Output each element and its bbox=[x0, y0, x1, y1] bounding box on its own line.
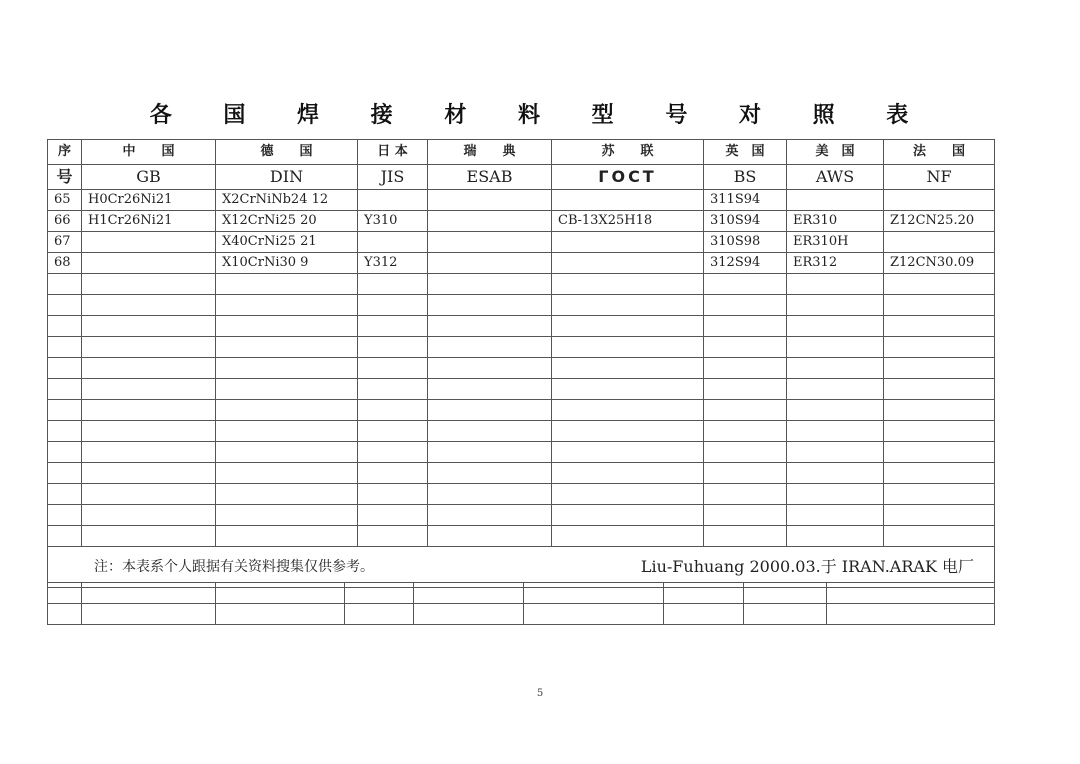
empty-cell bbox=[82, 421, 216, 442]
empty-cell bbox=[787, 484, 884, 505]
empty-cell bbox=[345, 583, 414, 604]
empty-cell bbox=[884, 505, 995, 526]
empty-cell bbox=[358, 379, 428, 400]
empty-cell bbox=[216, 295, 358, 316]
empty-cell bbox=[216, 400, 358, 421]
cell-aws: ER310H bbox=[787, 232, 884, 253]
empty-cell bbox=[787, 421, 884, 442]
empty-cell bbox=[358, 358, 428, 379]
empty-cell bbox=[82, 526, 216, 547]
empty-cell bbox=[216, 379, 358, 400]
comparison-table bbox=[47, 139, 995, 588]
empty-cell bbox=[82, 400, 216, 421]
empty-cell bbox=[82, 379, 216, 400]
empty-cell bbox=[82, 295, 216, 316]
empty-cell bbox=[884, 400, 995, 421]
empty-table-row bbox=[48, 484, 995, 505]
note-author: Liu-Fuhuang 2000.03.于 IRAN.ARAK 电厂 bbox=[640, 557, 974, 576]
empty-cell bbox=[787, 379, 884, 400]
empty-cell bbox=[358, 274, 428, 295]
empty-cell bbox=[884, 337, 995, 358]
empty-cell bbox=[345, 604, 414, 625]
header-usa: 美 国 bbox=[787, 140, 884, 165]
cell-gb bbox=[82, 253, 216, 274]
empty-cell bbox=[428, 463, 552, 484]
header-japan: 日 本 bbox=[358, 140, 428, 165]
bottom-grid bbox=[47, 582, 995, 625]
cell-esab bbox=[428, 190, 552, 211]
header-gost: ГОСТ bbox=[552, 165, 704, 190]
empty-cell bbox=[216, 274, 358, 295]
empty-cell bbox=[48, 274, 82, 295]
table-row bbox=[48, 232, 995, 253]
empty-cell bbox=[552, 505, 704, 526]
empty-cell bbox=[552, 274, 704, 295]
cell-aws bbox=[787, 190, 884, 211]
empty-cell bbox=[358, 295, 428, 316]
empty-cell bbox=[48, 505, 82, 526]
empty-cell bbox=[216, 526, 358, 547]
cell-nf: Z12CN25.20 bbox=[884, 211, 995, 232]
cell-no: 66 bbox=[48, 211, 82, 232]
empty-cell bbox=[428, 379, 552, 400]
empty-table-row bbox=[48, 295, 995, 316]
empty-cell bbox=[216, 583, 345, 604]
header-gb: GB bbox=[82, 165, 216, 190]
empty-cell bbox=[48, 337, 82, 358]
empty-cell bbox=[787, 295, 884, 316]
table-body bbox=[48, 190, 995, 547]
empty-cell bbox=[704, 526, 787, 547]
header-din: DIN bbox=[216, 165, 358, 190]
empty-cell bbox=[358, 337, 428, 358]
empty-cell bbox=[552, 442, 704, 463]
empty-cell bbox=[428, 442, 552, 463]
seq-header-bottom: 号 bbox=[48, 165, 82, 190]
cell-esab bbox=[428, 211, 552, 232]
cell-din: X2CrNiNb24 12 bbox=[216, 190, 358, 211]
empty-cell bbox=[552, 526, 704, 547]
cell-bs: 310S98 bbox=[704, 232, 787, 253]
empty-cell bbox=[48, 526, 82, 547]
empty-cell bbox=[884, 316, 995, 337]
cell-jis bbox=[358, 190, 428, 211]
table-row bbox=[48, 253, 995, 274]
empty-cell bbox=[827, 583, 995, 604]
cell-din: X40CrNi25 21 bbox=[216, 232, 358, 253]
empty-cell bbox=[552, 358, 704, 379]
header-germany: 德 国 bbox=[216, 140, 358, 165]
empty-cell bbox=[704, 295, 787, 316]
header-row-countries bbox=[48, 140, 995, 165]
cell-jis bbox=[358, 232, 428, 253]
empty-cell bbox=[664, 583, 744, 604]
empty-cell bbox=[216, 442, 358, 463]
empty-cell bbox=[884, 274, 995, 295]
empty-cell bbox=[216, 604, 345, 625]
cell-din: X10CrNi30 9 bbox=[216, 253, 358, 274]
empty-cell bbox=[664, 604, 744, 625]
header-jis: JIS bbox=[358, 165, 428, 190]
empty-cell bbox=[884, 526, 995, 547]
empty-cell bbox=[428, 400, 552, 421]
empty-cell bbox=[82, 337, 216, 358]
empty-cell bbox=[704, 316, 787, 337]
empty-cell bbox=[787, 505, 884, 526]
cell-gost bbox=[552, 190, 704, 211]
empty-cell bbox=[216, 484, 358, 505]
empty-cell bbox=[704, 442, 787, 463]
empty-cell bbox=[358, 484, 428, 505]
cell-jis: Y312 bbox=[358, 253, 428, 274]
cell-din: X12CrNi25 20 bbox=[216, 211, 358, 232]
empty-cell bbox=[414, 583, 524, 604]
empty-table-row bbox=[48, 316, 995, 337]
empty-cell bbox=[744, 604, 827, 625]
cell-gb: H1Cr26Ni21 bbox=[82, 211, 216, 232]
empty-cell bbox=[216, 316, 358, 337]
empty-table-row bbox=[48, 421, 995, 442]
empty-table-row bbox=[48, 337, 995, 358]
header-ussr: 苏 联 bbox=[552, 140, 704, 165]
empty-cell bbox=[48, 583, 82, 604]
empty-cell bbox=[704, 400, 787, 421]
empty-cell bbox=[787, 463, 884, 484]
empty-table-row bbox=[48, 526, 995, 547]
empty-cell bbox=[48, 400, 82, 421]
empty-cell bbox=[428, 337, 552, 358]
empty-cell bbox=[428, 358, 552, 379]
empty-cell bbox=[358, 463, 428, 484]
empty-cell bbox=[884, 379, 995, 400]
empty-cell bbox=[552, 463, 704, 484]
empty-cell bbox=[358, 505, 428, 526]
page-number: 5 bbox=[536, 688, 544, 699]
empty-cell bbox=[704, 337, 787, 358]
empty-cell bbox=[428, 505, 552, 526]
cell-aws: ER310 bbox=[787, 211, 884, 232]
empty-cell bbox=[787, 274, 884, 295]
cell-no: 67 bbox=[48, 232, 82, 253]
empty-cell bbox=[428, 526, 552, 547]
empty-cell bbox=[216, 421, 358, 442]
empty-cell bbox=[428, 295, 552, 316]
empty-cell bbox=[216, 505, 358, 526]
table-row bbox=[48, 211, 995, 232]
empty-table-row bbox=[48, 442, 995, 463]
header-sweden: 瑞 典 bbox=[428, 140, 552, 165]
empty-cell bbox=[524, 604, 664, 625]
header-france: 法 国 bbox=[884, 140, 995, 165]
empty-cell bbox=[48, 316, 82, 337]
cell-esab bbox=[428, 253, 552, 274]
empty-cell bbox=[358, 442, 428, 463]
empty-cell bbox=[82, 463, 216, 484]
cell-no: 68 bbox=[48, 253, 82, 274]
empty-cell bbox=[82, 505, 216, 526]
empty-cell bbox=[358, 400, 428, 421]
empty-cell bbox=[552, 337, 704, 358]
empty-cell bbox=[48, 463, 82, 484]
cell-jis: Y310 bbox=[358, 211, 428, 232]
empty-cell bbox=[704, 505, 787, 526]
header-esab: ESAB bbox=[428, 165, 552, 190]
table-row bbox=[48, 190, 995, 211]
empty-cell bbox=[428, 316, 552, 337]
cell-nf bbox=[884, 232, 995, 253]
empty-cell bbox=[787, 337, 884, 358]
empty-cell bbox=[48, 379, 82, 400]
empty-cell bbox=[704, 484, 787, 505]
empty-cell bbox=[82, 604, 216, 625]
header-china: 中 国 bbox=[82, 140, 216, 165]
cell-no: 65 bbox=[48, 190, 82, 211]
empty-cell bbox=[414, 604, 524, 625]
empty-cell bbox=[704, 379, 787, 400]
empty-cell bbox=[82, 484, 216, 505]
empty-cell bbox=[524, 583, 664, 604]
cell-gost bbox=[552, 232, 704, 253]
empty-cell bbox=[82, 358, 216, 379]
empty-cell bbox=[48, 295, 82, 316]
empty-cell bbox=[552, 316, 704, 337]
empty-table-row bbox=[48, 358, 995, 379]
empty-cell bbox=[744, 583, 827, 604]
empty-cell bbox=[82, 442, 216, 463]
empty-cell bbox=[884, 442, 995, 463]
empty-cell bbox=[884, 358, 995, 379]
empty-table-row bbox=[48, 379, 995, 400]
empty-cell bbox=[358, 316, 428, 337]
cell-bs: 310S94 bbox=[704, 211, 787, 232]
note-text: 注：本表系个人跟据有关资料搜集仅供参考。 bbox=[94, 559, 374, 575]
empty-cell bbox=[787, 358, 884, 379]
header-bs: BS bbox=[704, 165, 787, 190]
empty-cell bbox=[48, 484, 82, 505]
empty-cell bbox=[82, 583, 216, 604]
empty-cell bbox=[48, 421, 82, 442]
cell-nf: Z12CN30.09 bbox=[884, 253, 995, 274]
empty-cell bbox=[704, 358, 787, 379]
empty-cell bbox=[704, 463, 787, 484]
empty-cell bbox=[787, 400, 884, 421]
empty-cell bbox=[48, 604, 82, 625]
empty-cell bbox=[216, 358, 358, 379]
header-nf: NF bbox=[884, 165, 995, 190]
header-uk: 英 国 bbox=[704, 140, 787, 165]
empty-cell bbox=[884, 421, 995, 442]
cell-gb: H0Cr26Ni21 bbox=[82, 190, 216, 211]
empty-cell bbox=[428, 274, 552, 295]
empty-cell bbox=[358, 526, 428, 547]
empty-cell bbox=[787, 442, 884, 463]
empty-cell bbox=[884, 484, 995, 505]
empty-cell bbox=[428, 421, 552, 442]
cell-gost bbox=[552, 253, 704, 274]
empty-cell bbox=[216, 463, 358, 484]
empty-cell bbox=[48, 358, 82, 379]
empty-cell bbox=[704, 274, 787, 295]
cell-nf bbox=[884, 190, 995, 211]
empty-cell bbox=[358, 421, 428, 442]
cell-bs: 312S94 bbox=[704, 253, 787, 274]
empty-cell bbox=[552, 421, 704, 442]
empty-table-row bbox=[48, 583, 995, 604]
empty-cell bbox=[552, 295, 704, 316]
empty-cell bbox=[82, 274, 216, 295]
header-aws: AWS bbox=[787, 165, 884, 190]
cell-aws: ER312 bbox=[787, 253, 884, 274]
cell-esab bbox=[428, 232, 552, 253]
empty-table-row bbox=[48, 604, 995, 625]
seq-header-top: 序 bbox=[48, 140, 82, 165]
empty-cell bbox=[552, 379, 704, 400]
empty-table-row bbox=[48, 505, 995, 526]
empty-cell bbox=[787, 526, 884, 547]
empty-cell bbox=[552, 400, 704, 421]
empty-table-row bbox=[48, 274, 995, 295]
empty-cell bbox=[787, 316, 884, 337]
empty-cell bbox=[82, 316, 216, 337]
empty-cell bbox=[48, 442, 82, 463]
cell-gb bbox=[82, 232, 216, 253]
empty-table-row bbox=[48, 400, 995, 421]
header-row-standards bbox=[48, 165, 995, 190]
empty-cell bbox=[428, 484, 552, 505]
empty-cell bbox=[704, 421, 787, 442]
cell-bs: 311S94 bbox=[704, 190, 787, 211]
empty-cell bbox=[884, 295, 995, 316]
empty-cell bbox=[552, 484, 704, 505]
empty-cell bbox=[216, 337, 358, 358]
empty-table-row bbox=[48, 463, 995, 484]
empty-cell bbox=[827, 604, 995, 625]
cell-gost: СВ-13Х25Н18 bbox=[552, 211, 704, 232]
page-title: 各 国 焊 接 材 料 型 号 对 照 表 bbox=[149, 103, 931, 128]
empty-cell bbox=[884, 463, 995, 484]
